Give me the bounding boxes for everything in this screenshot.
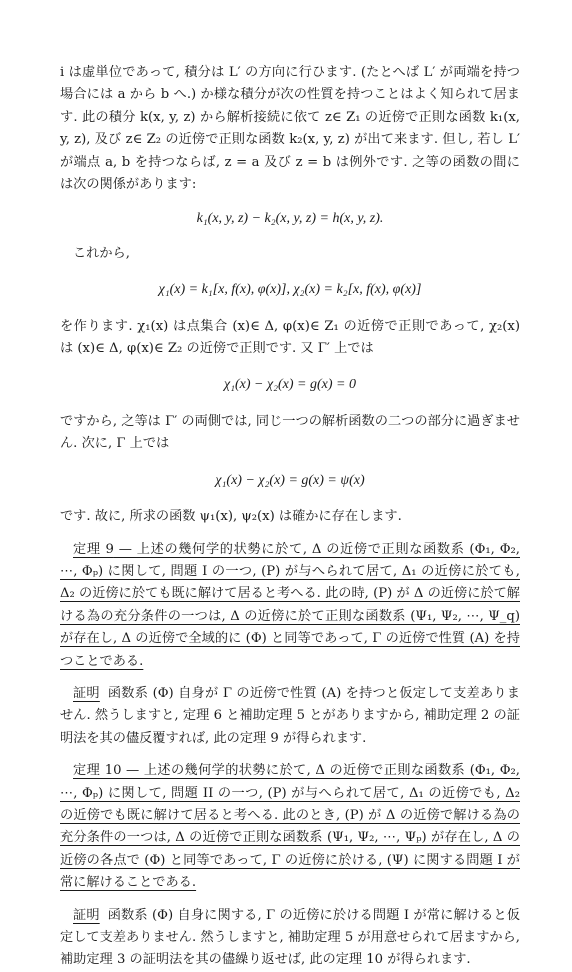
paragraph-from-this: これから, xyxy=(73,245,130,261)
theorem-9-label: 定理 9 xyxy=(73,541,114,557)
theorem-10 xyxy=(60,760,520,894)
theorem-10-text: — 上述の幾何学的状勢に於て, Δ の近傍で正則な函数系 (Φ₁, Φ₂, ⋯, Φₚ) に関して, 問題 II の一つ, (P) が与へられて居て, Δ₁ の近傍でも, Δ₂ の近傍でも既に解けて居ると考へる. 此のとき, (P) が Δ の近傍で解ける為の充分条件の一つは, Δ の近傍で正則な函数系 (Ψ₁, Ψ₂, ⋯, Ψₚ) が存在し, Δ の近傍の各点で (Φ) と同等であって, Γ の近傍に於ける, (Ψ) に関する問題 I が常に解けることである. xyxy=(60,763,520,891)
proof-9-text: 函数系 (Φ) 自身が Γ の近傍で性質 (A) を持つと仮定して支差ありません. 然うしますと, 定理 6 と補助定理 5 とがありますから, 補助定理 2 の証明法を其の儘反覆すれば, 此の定理 9 が得られます. xyxy=(60,685,520,746)
proof-10-label: 証明 xyxy=(73,907,100,923)
theorem-10-label: 定理 10 xyxy=(73,763,122,779)
paragraph-integral-direction: i は虚単位であって, 積分は L′ の方向に行ひます. (たとへば L′ が両端を持つ場合には a から b へ.) か様な積分が次の性質を持つことはよく知られて居ます. 此の積分 k(x, y, z) から解析接続に依て z∈ Z₁ の近傍で正則な函数 k₁(x, y, z), 及び z∈ Z₂ の近傍で正則な函数 k₂(x, y, z) が出て来ます. 但し, 若し L′ が端点 a, b を持つならば, z = a 及び z = b は例外です. 之等の函数の間には次の関係があります: xyxy=(60,65,520,193)
theorem-9 xyxy=(60,539,520,673)
paragraph-analytic-parts: ですから, 之等は Γ′ の両側では, 同じ一つの解析函数の二つの部分に過ぎません. 次に, Γ 上では xyxy=(60,413,520,452)
equation-chi-definition: χ₁(x) = k₁[x, f(x), φ(x)], χ₂(x) = k₂[x, f(x), φ(x)] xyxy=(158,282,422,298)
theorem-9-text: — 上述の幾何学的状勢に於て, Δ の近傍で正則な函数系 (Φ₁, Φ₂, ⋯, Φₚ) に関して, 問題 I の一つ, (P) が与へられて居て, Δ₁ の近傍に於ても, Δ₂ の近傍に於ても既に解けて居ると考へる. 此の時, (P) が Δ の近傍に於て解ける為の充分条件の一つは, Δ の近傍に於て正則な函数系 (Ψ₁, Ψ₂, ⋯, Ψ_q) が存在し, Δ の近傍で全域的に (Φ) と同等であって, Γ の近傍で性質 (A) を持つことである. xyxy=(60,541,520,669)
equation-k-difference: k₁(x, y, z) − k₂(x, y, z) = h(x, y, z). xyxy=(196,211,384,227)
equation-chi-on-gamma: χ₁(x) − χ₂(x) = g(x) = ψ(x) xyxy=(215,472,365,488)
equation-chi-on-gamma-prime: χ₁(x) − χ₂(x) = g(x) = 0 xyxy=(223,377,356,393)
paragraph-chi-regular: を作ります. χ₁(x) は点集合 (x)∈ Δ, φ(x)∈ Z₁ の近傍で正則であって, χ₂(x) は (x)∈ Δ, φ(x)∈ Z₂ の近傍で正則です. 又 Γ′ 上では xyxy=(60,318,520,357)
paragraph-existence: です. 故に, 所求の函数 ψ₁(x), ψ₂(x) は確かに存在します. xyxy=(60,509,402,525)
proof-9 xyxy=(60,683,520,750)
proof-10 xyxy=(60,905,520,972)
proof-10-text: 函数系 (Φ) 自身に関する, Γ の近傍に於ける問題 I が常に解けると仮定して支差ありません. 然うしますと, 補助定理 5 が用意せられて居ますから, 補助定理 3 の証明法を其の儘繰り返せば, 此の定理 10 が得られます. xyxy=(60,907,521,968)
proof-9-label: 証明 xyxy=(73,685,100,701)
